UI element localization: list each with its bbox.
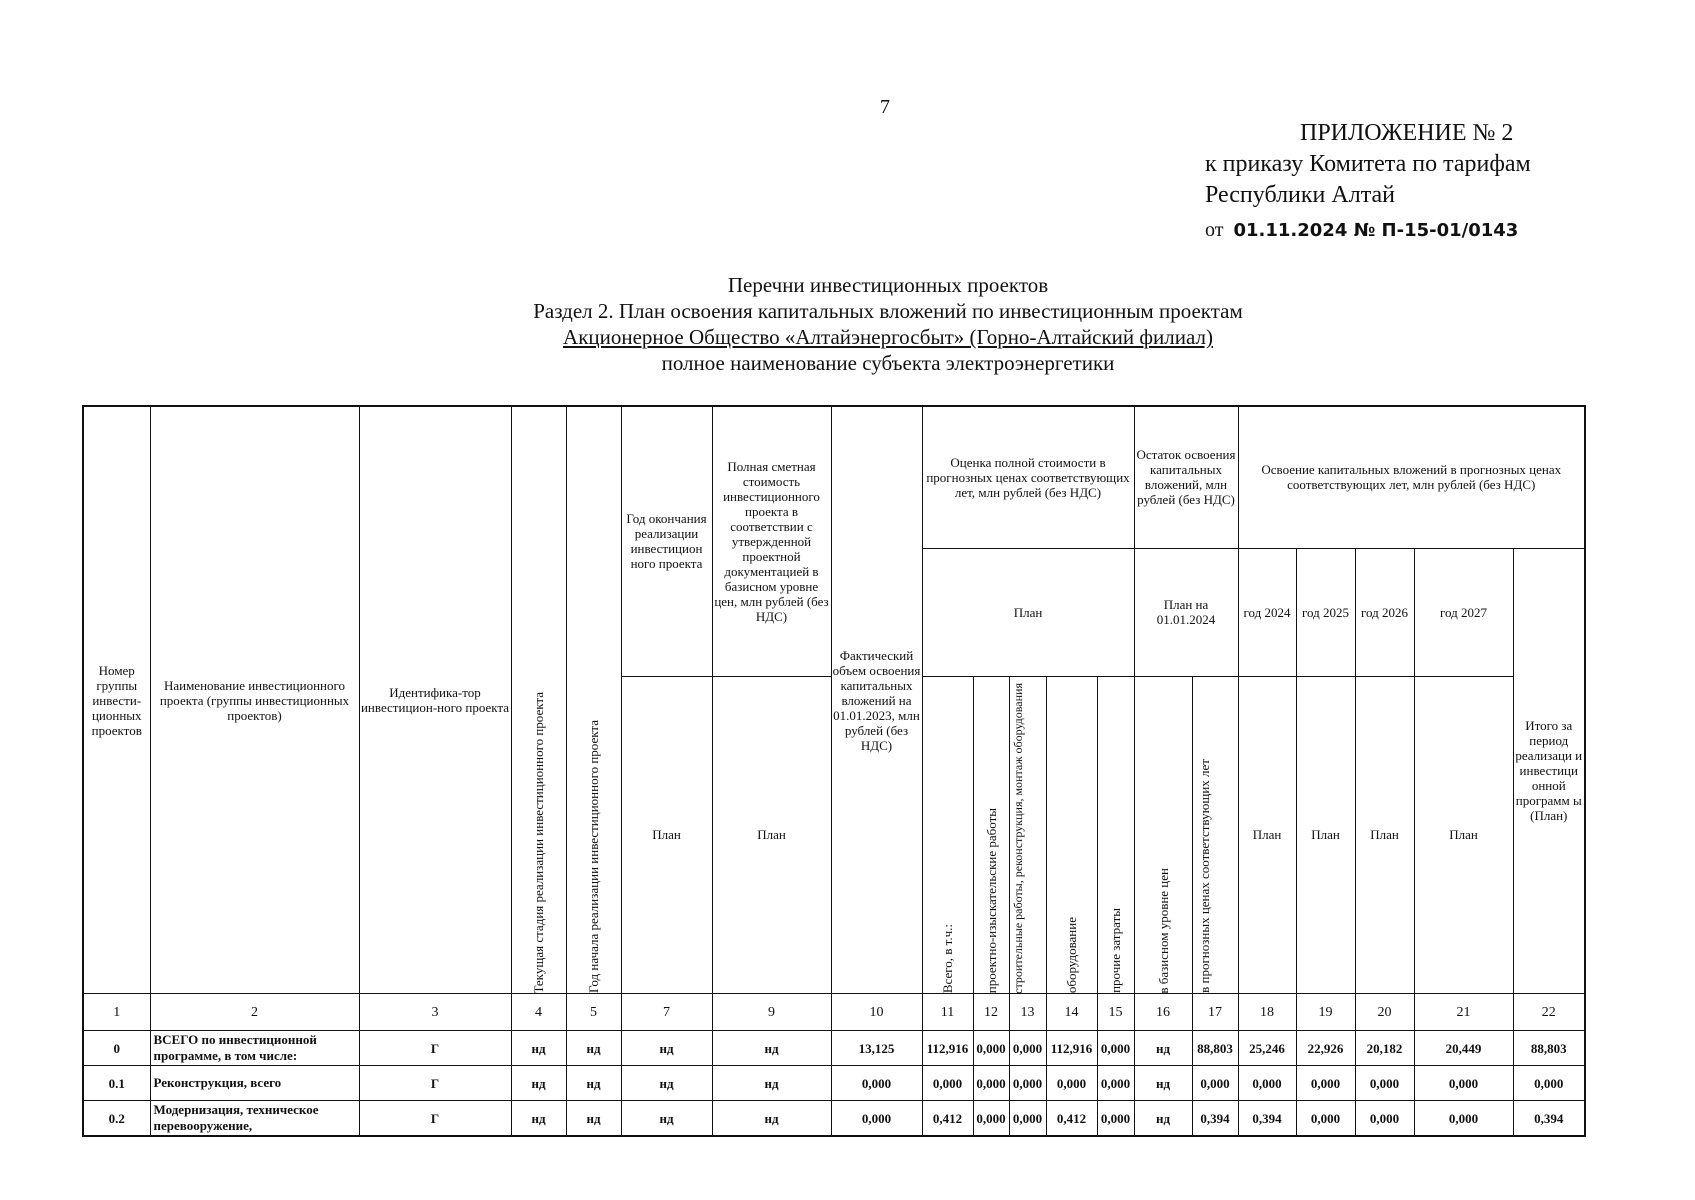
cell: 0,000 bbox=[973, 1066, 1009, 1101]
cell: 0.1 bbox=[83, 1066, 150, 1101]
cell-name: Модернизация, техническое перевооружение, bbox=[150, 1101, 359, 1137]
cell: 13,125 bbox=[831, 1031, 922, 1066]
cell: 112,916 bbox=[1046, 1031, 1097, 1066]
cell: 0,000 bbox=[1009, 1066, 1046, 1101]
hdr-full-cost: Полная сметная стоимость инвестиционного проекта в соответствии с утвержденной проектной документацией в базисном уровне цен, млн рублей (без НДС) bbox=[712, 406, 831, 676]
col-num: 4 bbox=[511, 994, 566, 1031]
hdr-year-2025: год 2025 bbox=[1296, 548, 1355, 676]
hdr-end-plan: План bbox=[621, 676, 712, 994]
hdr-survey: проектно-изыскательские работы bbox=[973, 676, 1009, 994]
cell: 0,394 bbox=[1513, 1101, 1585, 1137]
col-num: 19 bbox=[1296, 994, 1355, 1031]
cell: 0,000 bbox=[1296, 1066, 1355, 1101]
cell: 0,000 bbox=[1192, 1066, 1238, 1101]
cell: 0,000 bbox=[973, 1031, 1009, 1066]
cell: 0,412 bbox=[922, 1101, 973, 1137]
cell: 0,000 bbox=[973, 1101, 1009, 1137]
cell: 20,182 bbox=[1355, 1031, 1414, 1066]
hdr-plan-2027: План bbox=[1414, 676, 1513, 994]
cell: 0,000 bbox=[1097, 1031, 1134, 1066]
col-num: 20 bbox=[1355, 994, 1414, 1031]
cell: нд bbox=[511, 1101, 566, 1137]
cell: 0,000 bbox=[1097, 1066, 1134, 1101]
order-number: 01.11.2024 № П-15-01/0143 bbox=[1233, 220, 1519, 241]
cell: Г bbox=[359, 1031, 511, 1066]
hdr-plan-date: План на 01.01.2024 bbox=[1134, 548, 1238, 676]
title-line1: Перечни инвестиционных проектов bbox=[727, 273, 1049, 297]
col-num: 12 bbox=[973, 994, 1009, 1031]
document-titles bbox=[0, 272, 1695, 376]
hdr-group-num: Номер группы инвести-ционных проектов bbox=[83, 406, 150, 994]
col-num: 3 bbox=[359, 994, 511, 1031]
cell: 0,000 bbox=[1414, 1101, 1513, 1137]
col-num: 15 bbox=[1097, 994, 1134, 1031]
cell: 0,000 bbox=[1513, 1066, 1585, 1101]
col-num: 13 bbox=[1009, 994, 1046, 1031]
col-num: 2 bbox=[150, 994, 359, 1031]
col-num: 7 bbox=[621, 994, 712, 1031]
hdr-total: Итого за период реализаци и инвестици онной программ ы (План) bbox=[1513, 548, 1585, 994]
cell: 0.2 bbox=[83, 1101, 150, 1137]
appendix-line2: к приказу Комитета по тарифам bbox=[1205, 151, 1531, 177]
hdr-construction: строительные работы, реконструкция, монтаж оборудования bbox=[1009, 676, 1046, 994]
table-row bbox=[83, 1101, 1585, 1137]
company-caption: полное наименование субъекта электроэнергетики bbox=[661, 351, 1115, 375]
hdr-plan-2025: План bbox=[1296, 676, 1355, 994]
cell: 112,916 bbox=[922, 1031, 973, 1066]
hdr-plan-2026: План bbox=[1355, 676, 1414, 994]
cell: 22,926 bbox=[1296, 1031, 1355, 1066]
investment-table bbox=[82, 405, 1586, 1137]
hdr-identifier: Идентифика-тор инвестицион-ного проекта bbox=[359, 406, 511, 994]
cell: 0,000 bbox=[1296, 1101, 1355, 1137]
col-num: 5 bbox=[566, 994, 621, 1031]
cell: нд bbox=[511, 1066, 566, 1101]
cell: 0,000 bbox=[1046, 1066, 1097, 1101]
cell: нд bbox=[621, 1031, 712, 1066]
cell: нд bbox=[566, 1031, 621, 1066]
cell: 0,394 bbox=[1238, 1101, 1296, 1137]
hdr-other: прочие затраты bbox=[1097, 676, 1134, 994]
cell: 0,000 bbox=[1355, 1101, 1414, 1137]
cell: нд bbox=[712, 1101, 831, 1137]
hdr-development: Освоение капитальных вложений в прогнозных ценах соответствующих лет, млн рублей (без НДС) bbox=[1238, 406, 1585, 548]
table-row bbox=[83, 1066, 1585, 1101]
cell: 88,803 bbox=[1192, 1031, 1238, 1066]
order-prefix: от bbox=[1205, 219, 1224, 241]
cell: нд bbox=[566, 1066, 621, 1101]
col-num: 14 bbox=[1046, 994, 1097, 1031]
cell: 0,000 bbox=[831, 1101, 922, 1137]
appendix-block bbox=[1205, 118, 1531, 246]
hdr-year-2024: год 2024 bbox=[1238, 548, 1296, 676]
col-num: 16 bbox=[1134, 994, 1192, 1031]
cell: 0,000 bbox=[1097, 1101, 1134, 1137]
hdr-year-2026: год 2026 bbox=[1355, 548, 1414, 676]
cell: нд bbox=[566, 1101, 621, 1137]
hdr-cost-plan: План bbox=[712, 676, 831, 994]
appendix-title: ПРИЛОЖЕНИЕ № 2 bbox=[1300, 120, 1514, 146]
cell: нд bbox=[621, 1101, 712, 1137]
hdr-equipment: оборудование bbox=[1046, 676, 1097, 994]
cell: 0,000 bbox=[1414, 1066, 1513, 1101]
cell: Г bbox=[359, 1101, 511, 1137]
hdr-plan-2024: План bbox=[1238, 676, 1296, 994]
col-num: 17 bbox=[1192, 994, 1238, 1031]
cell: нд bbox=[1134, 1031, 1192, 1066]
col-num: 18 bbox=[1238, 994, 1296, 1031]
hdr-base-prices: в базисном уровне цен bbox=[1134, 676, 1192, 994]
col-num: 10 bbox=[831, 994, 922, 1031]
hdr-year-2027: год 2027 bbox=[1414, 548, 1513, 676]
cell-name: ВСЕГО по инвестиционной программе, в том числе: bbox=[150, 1031, 359, 1066]
hdr-stage: Текущая стадия реализации инвестиционного проекта bbox=[511, 406, 566, 994]
hdr-estimate-plan: План bbox=[922, 548, 1134, 676]
hdr-start-year: Год начала реализации инвестиционного проекта bbox=[566, 406, 621, 994]
cell: 0,000 bbox=[1009, 1101, 1046, 1137]
col-num: 21 bbox=[1414, 994, 1513, 1031]
cell: 0,000 bbox=[1238, 1066, 1296, 1101]
col-num: 22 bbox=[1513, 994, 1585, 1031]
hdr-end-year: Год окончания реализации инвестицион ного проекта bbox=[621, 406, 712, 676]
hdr-estimate: Оценка полной стоимости в прогнозных ценах соответствующих лет, млн рублей (без НДС) bbox=[922, 406, 1134, 548]
col-num: 11 bbox=[922, 994, 973, 1031]
col-num: 9 bbox=[712, 994, 831, 1031]
cell: 20,449 bbox=[1414, 1031, 1513, 1066]
cell: нд bbox=[712, 1031, 831, 1066]
cell: 0 bbox=[83, 1031, 150, 1066]
cell-name: Реконструкция, всего bbox=[150, 1066, 359, 1101]
appendix-line3: Республики Алтай bbox=[1205, 182, 1395, 208]
cell: нд bbox=[621, 1066, 712, 1101]
column-numbers-row bbox=[83, 994, 1585, 1031]
cell: нд bbox=[1134, 1101, 1192, 1137]
hdr-actual: Фактический объем освоения капитальных вложений на 01.01.2023, млн рублей (без НДС) bbox=[831, 406, 922, 994]
cell: 88,803 bbox=[1513, 1031, 1585, 1066]
hdr-remainder: Остаток освоения капитальных вложений, млн рублей (без НДС) bbox=[1134, 406, 1238, 548]
company-name: Акционерное Общество «Алтайэнергосбыт» (Горно-Алтайский филиал) bbox=[563, 325, 1213, 349]
appendix-order bbox=[1205, 215, 1531, 246]
table-row bbox=[83, 1031, 1585, 1066]
cell: 25,246 bbox=[1238, 1031, 1296, 1066]
hdr-name: Наименование инвестиционного проекта (группы инвестиционных проектов) bbox=[150, 406, 359, 994]
cell: 0,412 bbox=[1046, 1101, 1097, 1137]
hdr-total-incl: Всего, в т.ч.: bbox=[922, 676, 973, 994]
col-num: 1 bbox=[83, 994, 150, 1031]
cell: нд bbox=[511, 1031, 566, 1066]
cell: нд bbox=[712, 1066, 831, 1101]
title-line2: Раздел 2. План освоения капитальных вложений по инвестиционным проектам bbox=[533, 299, 1243, 323]
cell: 0,000 bbox=[922, 1066, 973, 1101]
cell: 0,000 bbox=[1355, 1066, 1414, 1101]
hdr-forecast-prices: в прогнозных ценах соответствующих лет bbox=[1192, 676, 1238, 994]
cell: нд bbox=[1134, 1066, 1192, 1101]
cell: Г bbox=[359, 1066, 511, 1101]
cell: 0,000 bbox=[1009, 1031, 1046, 1066]
page-number: 7 bbox=[880, 96, 890, 118]
cell: 0,394 bbox=[1192, 1101, 1238, 1137]
cell: 0,000 bbox=[831, 1066, 922, 1101]
